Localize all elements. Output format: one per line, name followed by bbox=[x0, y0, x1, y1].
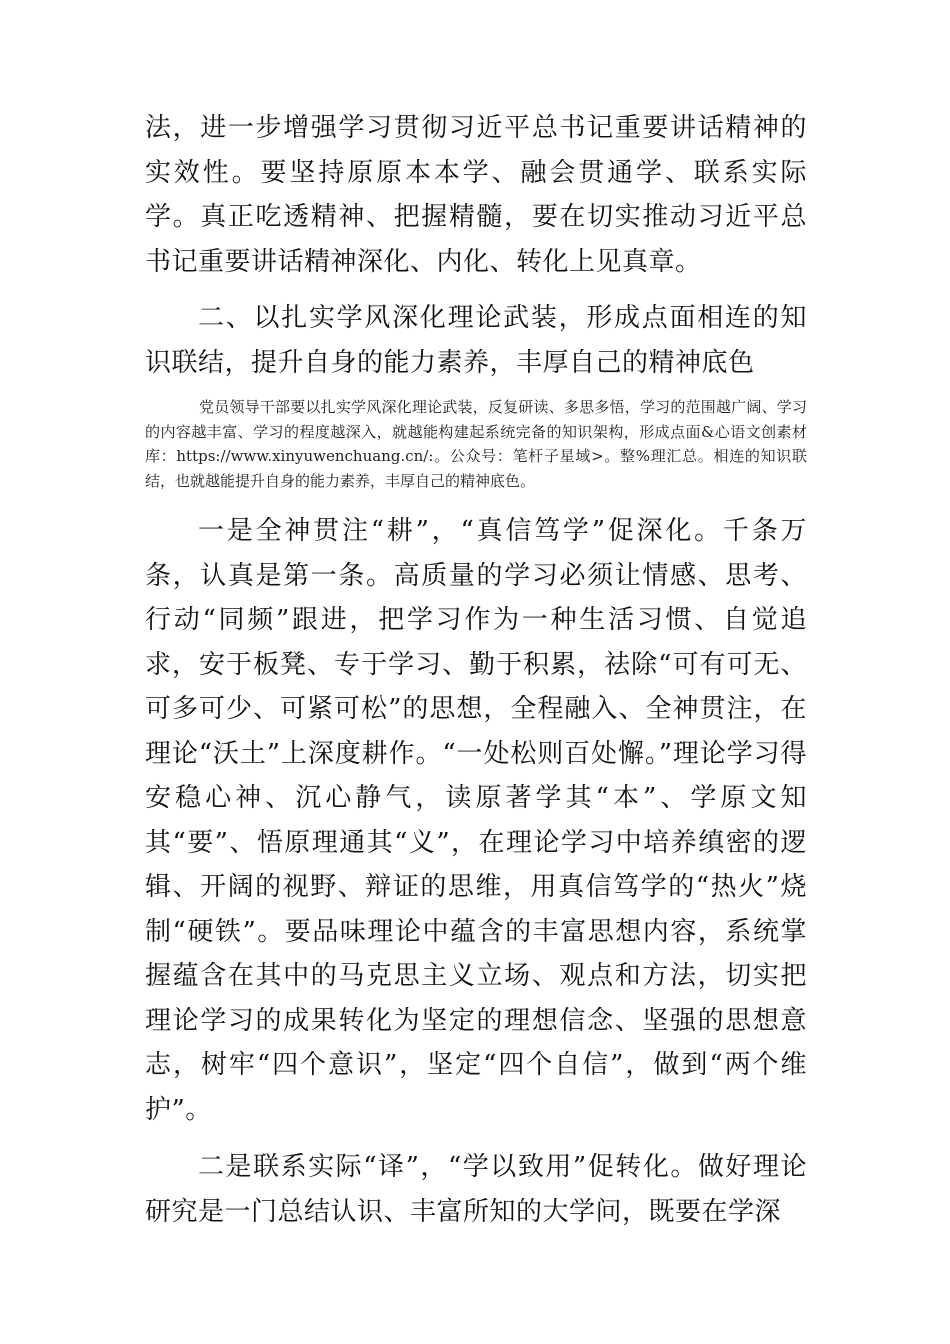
paragraph-point-one: 一是全神贯注“耕”，“真信笃学”促深化。千条万条，认真是第一条。高质量的学习必须让情感、思考、行动“同频”跟进，把学习作为一种生活习惯、自觉追求，安于板凳、专于学习、勤于积累，祛除“可有可无、可多可少、可紧可松”的思想，全程融入、全神贯注，在理论“沃土”上深度耕作。“一处松则百处懈。”理论学习得安稳心神、沉心静气，读原著学其“本”、学原文知其“要”、悟原理通其“义”，在理论学习中培养缜密的逻辑、开阔的视野、辩证的思维，用真信笃学的“热火”烧制“硬铁”。要品味理论中蕴含的丰富思想内容，系统掌握蕴含在其中的马克思主义立场、观点和方法，切实把理论学习的成果转化为坚定的理想信念、坚强的思想意志，树牢“四个意识”，坚定“四个自信”，做到“两个维护”。 bbox=[145, 516, 807, 1125]
inserted-note-paragraph: 党员领导干部要以扎实学风深化理论武装，反复研读、多思多悟，学习的范围越广阔、学习的内容越丰富、学习的程度越深入，就越能构建起系统完备的知识架构，形成点面&心语文创素材库：https://www.xinyuwenchuang.cn/:。公众号：笔杆子星域>。整%理汇总。相连的知识联结，也就越能提升自身的能力素养，丰厚自己的精神底色。 bbox=[145, 398, 807, 490]
paragraph-point-two: 二是联系实际“译”，“学以致用”促转化。做好理论研究是一门总结认识、丰富所知的大学问，既要在学深 bbox=[145, 1152, 807, 1227]
section-heading: 二、以扎实学风深化理论武装，形成点面相连的知识联结，提升自身的能力素养，丰厚自己的精神底色 bbox=[145, 303, 807, 378]
document-body bbox=[145, 106, 807, 1234]
paragraph-continued: 法，进一步增强学习贯彻习近平总书记重要讲话精神的实效性。要坚持原原本本学、融会贯通学、联系实际学。真正吃透精神、把握精髓，要在切实推动习近平总书记重要讲话精神深化、内化、转化上见真章。 bbox=[145, 113, 807, 277]
